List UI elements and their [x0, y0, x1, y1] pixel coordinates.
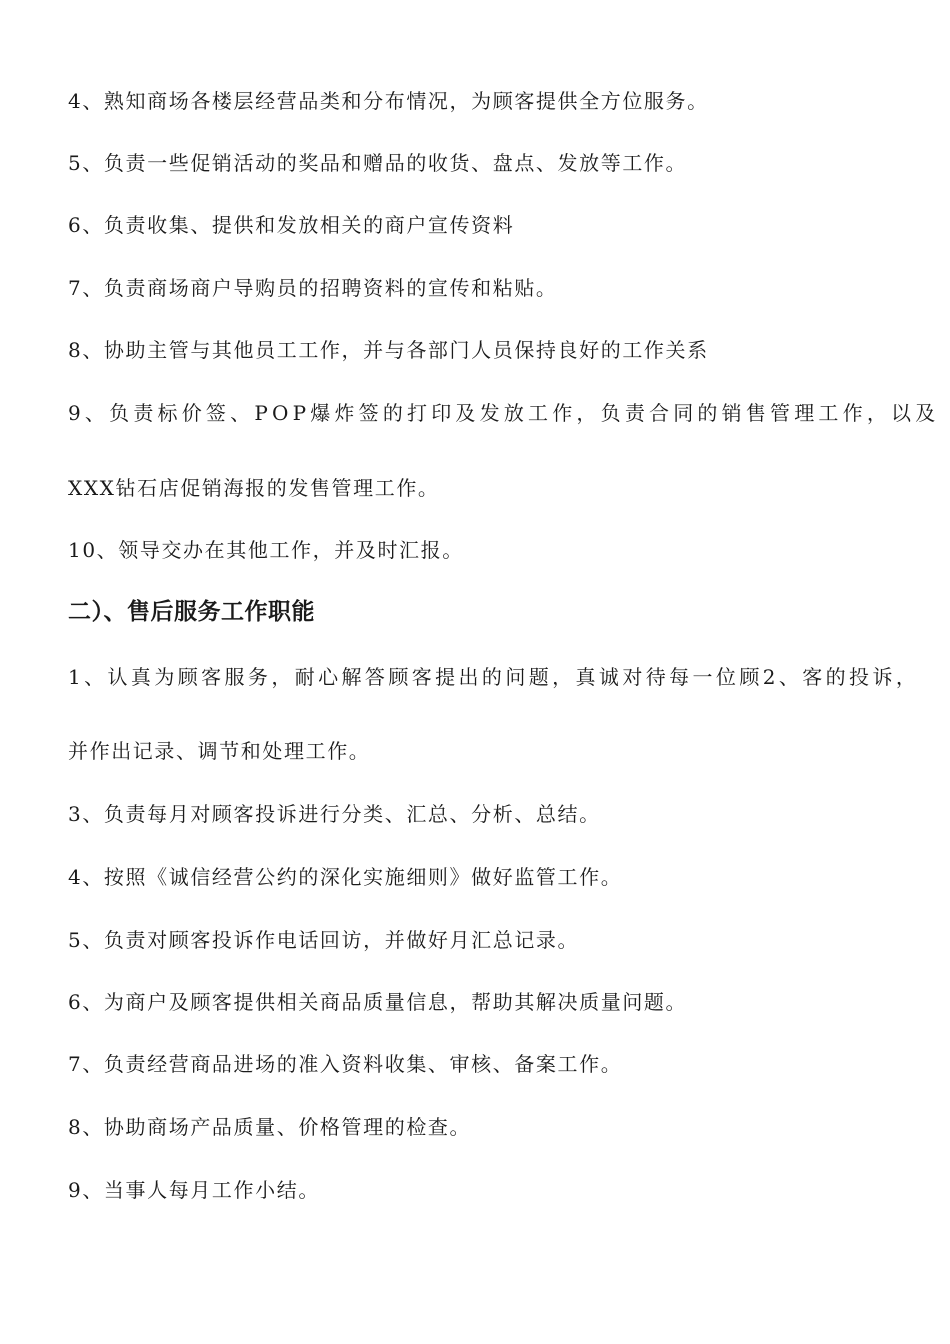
after-sales-item-3: 3、负责每月对顾客投诉进行分类、汇总、分析、总结。 [68, 802, 601, 826]
after-sales-item-1-continued: 并作出记录、调节和处理工作。 [68, 739, 371, 763]
after-sales-item-7: 7、负责经营商品进场的准入资料收集、审核、备案工作。 [68, 1052, 623, 1076]
after-sales-item-1: 1、认真为顾客服务，耐心解答顾客提出的问题，真诚对待每一位顾2、客的投诉， [68, 665, 920, 689]
after-sales-item-6: 6、为商户及顾客提供相关商品质量信息，帮助其解决质量问题。 [68, 990, 688, 1014]
duty-item-5: 5、负责一些促销活动的奖品和赠品的收货、盘点、发放等工作。 [68, 151, 688, 175]
after-sales-item-8: 8、协助商场产品质量、价格管理的检查。 [68, 1115, 472, 1139]
duty-item-9: 9、负责标价签、POP爆炸签的打印及发放工作，负责合同的销售管理工作，以及 [68, 401, 940, 425]
duty-item-6: 6、负责收集、提供和发放相关的商户宣传资料 [68, 213, 515, 237]
duty-item-7: 7、负责商场商户导购员的招聘资料的宣传和粘贴。 [68, 276, 558, 300]
after-sales-item-9: 9、当事人每月工作小结。 [68, 1178, 320, 1202]
section-heading-after-sales: 二）、售后服务工作职能 [68, 599, 315, 625]
duty-item-10: 10、领导交办在其他工作，并及时汇报。 [68, 538, 464, 562]
duty-item-9-continued: XXX钻石店促销海报的发售管理工作。 [68, 476, 440, 500]
after-sales-item-4: 4、按照《诚信经营公约的深化实施细则》做好监管工作。 [68, 865, 623, 889]
after-sales-item-5: 5、负责对顾客投诉作电话回访，并做好月汇总记录。 [68, 928, 580, 952]
duty-item-4: 4、熟知商场各楼层经营品类和分布情况，为顾客提供全方位服务。 [68, 89, 709, 113]
duty-item-8: 8、协助主管与其他员工工作，并与各部门人员保持良好的工作关系 [68, 338, 709, 362]
